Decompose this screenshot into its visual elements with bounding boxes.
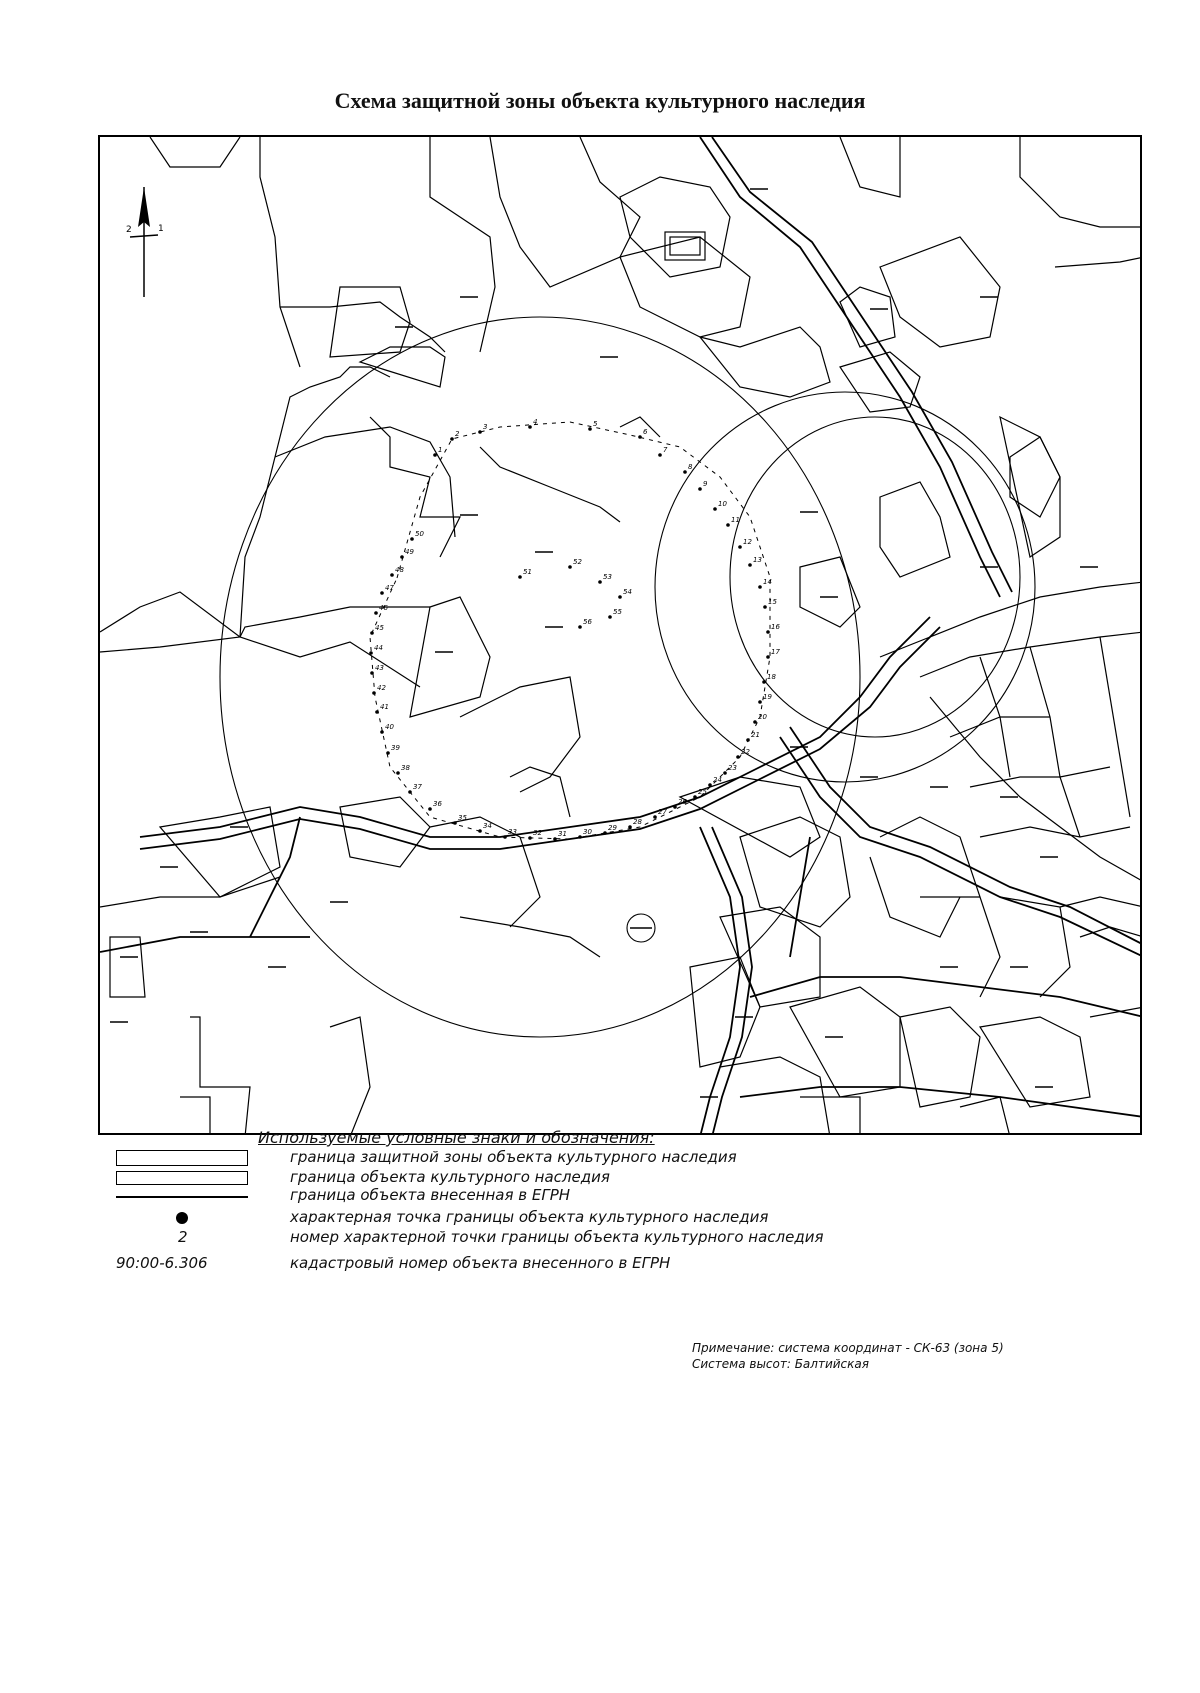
characteristic-point xyxy=(588,427,592,431)
characteristic-point xyxy=(478,430,482,434)
parcel-polygon xyxy=(340,797,430,867)
point-number-label: 40 xyxy=(385,723,394,731)
point-number-label: 49 xyxy=(405,548,414,556)
characteristic-point xyxy=(478,829,482,833)
point-number-label: 4 xyxy=(533,418,538,426)
legend-item-cadastral-number xyxy=(98,1254,1148,1274)
characteristic-point xyxy=(748,563,752,567)
road-line xyxy=(750,977,1142,1017)
characteristic-point xyxy=(396,771,400,775)
parcel-line xyxy=(1000,897,1070,997)
point-number-label: 38 xyxy=(401,764,410,772)
characteristic-point xyxy=(578,835,582,839)
note-line-coordinates: Примечание: система координат - СК-63 (зона 5) xyxy=(692,1341,1004,1355)
legend-text: кадастровый номер объекта внесенного в ЕГРН xyxy=(290,1254,671,1272)
point-number-label: 53 xyxy=(603,573,612,581)
point-number-label: 7 xyxy=(663,446,668,454)
characteristic-point xyxy=(400,555,404,559)
characteristic-point xyxy=(370,631,374,635)
characteristic-point xyxy=(766,630,770,634)
note-line-heights: Система высот: Балтийская xyxy=(692,1357,869,1371)
characteristic-point xyxy=(658,453,662,457)
characteristic-point xyxy=(372,691,376,695)
parcel-line xyxy=(150,137,240,167)
point-number-label: 1 xyxy=(438,446,443,454)
parcel-line xyxy=(490,137,640,287)
point-number-label: 30 xyxy=(583,828,592,836)
parcel-polygon xyxy=(880,237,1000,347)
point-number-label: 23 xyxy=(728,764,737,772)
point-number-label: 19 xyxy=(763,693,772,701)
legend-text: номер характерной точки границы объекта культурного наследия xyxy=(290,1228,824,1246)
point-number-label: 13 xyxy=(753,556,762,564)
legend-item-point-number xyxy=(98,1228,1148,1248)
characteristic-point xyxy=(433,453,437,457)
point-number-label: 32 xyxy=(533,829,542,837)
legend-symbol-number: 2 xyxy=(178,1228,188,1246)
point-number-label: 27 xyxy=(658,808,667,816)
characteristic-point xyxy=(758,700,762,704)
point-number-label: 44 xyxy=(374,644,383,652)
characteristic-point xyxy=(638,435,642,439)
parcel-line xyxy=(190,1017,250,1135)
parcel-line xyxy=(1060,897,1142,907)
parcel-polygon xyxy=(360,347,445,387)
parcel-line xyxy=(880,582,1142,657)
characteristic-point xyxy=(528,425,532,429)
parcel-polygon xyxy=(410,597,490,717)
characteristic-point xyxy=(528,836,532,840)
parcel-line xyxy=(260,137,300,367)
characteristic-point xyxy=(618,595,622,599)
legend-text: граница защитной зоны объекта культурного наследия xyxy=(290,1148,737,1166)
heritage-object-inner xyxy=(670,237,700,255)
characteristic-point xyxy=(763,605,767,609)
point-number-label: 8 xyxy=(688,463,693,471)
cadastral-map[interactable] xyxy=(100,137,1142,1135)
parcel-line xyxy=(720,1057,830,1135)
characteristic-point xyxy=(608,615,612,619)
parcel-line xyxy=(840,137,900,197)
legend-symbol-cadastral: 90:00-6.306 xyxy=(116,1254,208,1272)
characteristic-point xyxy=(708,783,712,787)
characteristic-point xyxy=(603,831,607,835)
point-number-label: 42 xyxy=(377,684,386,692)
legend-symbol-double-box xyxy=(116,1150,248,1166)
point-number-label: 14 xyxy=(763,578,772,586)
point-number-label: 17 xyxy=(771,648,780,656)
point-number-label: 15 xyxy=(768,598,777,606)
legend-item-characteristic-point xyxy=(98,1208,1148,1228)
road-line xyxy=(790,727,1142,945)
characteristic-point xyxy=(553,837,557,841)
point-number-label: 39 xyxy=(391,744,400,752)
parcel-polygon xyxy=(620,177,730,277)
characteristic-point xyxy=(428,807,432,811)
parcel-line xyxy=(880,817,980,897)
point-number-label: 20 xyxy=(758,713,767,721)
characteristic-point xyxy=(578,625,582,629)
point-number-label: 47 xyxy=(385,584,394,592)
parcel-line xyxy=(920,897,1000,997)
protective-zone-circle-main xyxy=(220,317,860,1037)
characteristic-point xyxy=(723,771,727,775)
north-arrow xyxy=(126,187,164,297)
protective-zone-circle-right-inner xyxy=(730,417,1020,737)
characteristic-point xyxy=(453,821,457,825)
characteristic-point xyxy=(683,470,687,474)
parcel-line xyxy=(970,767,1110,787)
north-arrow-head xyxy=(138,187,150,227)
point-number-label: 18 xyxy=(767,673,776,681)
point-number-label: 28 xyxy=(633,818,642,826)
characteristic-point xyxy=(673,805,677,809)
point-number-label: 46 xyxy=(379,604,388,612)
point-number-label: 52 xyxy=(573,558,582,566)
legend-item-heritage-boundary xyxy=(98,1168,1148,1188)
point-number-label: 24 xyxy=(713,776,722,784)
parcel-line xyxy=(1020,137,1142,227)
characteristic-point xyxy=(736,755,740,759)
point-number-label: 48 xyxy=(395,566,404,574)
road-line xyxy=(740,1087,1142,1117)
page-title: Схема защитной зоны объекта культурного наследия xyxy=(334,88,866,113)
parcel-polygon xyxy=(980,1017,1090,1107)
parcel-polygon xyxy=(880,482,950,577)
characteristic-point xyxy=(370,671,374,675)
north-arrow-crossbar xyxy=(130,235,158,237)
parcel-polygon xyxy=(700,327,830,397)
legend-symbol-line xyxy=(116,1196,248,1198)
heritage-boundary xyxy=(370,422,770,839)
characteristic-point xyxy=(753,720,757,724)
characteristic-point xyxy=(766,655,770,659)
parcel-line xyxy=(1030,647,1080,837)
point-number-label: 6 xyxy=(643,428,648,436)
characteristic-point xyxy=(693,795,697,799)
point-number-label: 12 xyxy=(743,538,752,546)
road-line xyxy=(700,827,740,1135)
characteristic-point xyxy=(762,680,766,684)
point-number-label: 50 xyxy=(415,530,424,538)
road-line xyxy=(712,137,1012,592)
legend-text: характерная точка границы объекта культурного наследия xyxy=(290,1208,769,1226)
point-number-label: 56 xyxy=(583,618,592,626)
point-number-label: 5 xyxy=(593,420,598,428)
characteristic-point xyxy=(410,537,414,541)
characteristic-point xyxy=(698,487,702,491)
legend xyxy=(98,1128,1148,1298)
road-line xyxy=(140,617,930,837)
point-number-label: 29 xyxy=(608,824,617,832)
point-number-label: 22 xyxy=(741,748,750,756)
heritage-object-box xyxy=(665,232,705,260)
parcel-line xyxy=(920,632,1142,677)
characteristic-point xyxy=(746,738,750,742)
legend-symbol-dot xyxy=(176,1212,188,1224)
legend-item-protective-zone xyxy=(98,1148,1148,1168)
parcel-polygon xyxy=(620,237,750,337)
parcel-line xyxy=(1000,417,1060,557)
characteristic-point xyxy=(380,591,384,595)
point-number-label: 25 xyxy=(698,788,707,796)
legend-heading: Используемые условные знаки и обозначения: xyxy=(258,1128,655,1147)
characteristic-point xyxy=(390,573,394,577)
point-number-label: 45 xyxy=(375,624,384,632)
parcel-line xyxy=(100,877,280,907)
characteristic-point xyxy=(450,437,454,441)
characteristic-point xyxy=(380,730,384,734)
point-number-label: 26 xyxy=(678,798,687,806)
parcel-line xyxy=(280,302,445,352)
point-number-label: 41 xyxy=(380,703,389,711)
characteristic-point xyxy=(518,575,522,579)
point-number-label: 9 xyxy=(703,480,708,488)
characteristic-point xyxy=(568,565,572,569)
point-number-label: 11 xyxy=(731,516,740,524)
characteristic-point xyxy=(369,651,373,655)
road-line xyxy=(712,827,752,1135)
characteristic-point xyxy=(386,751,390,755)
parcel-line xyxy=(275,367,390,457)
parcel-polygon xyxy=(900,1007,980,1107)
map-frame[interactable] xyxy=(98,135,1142,1135)
protective-zones xyxy=(220,317,1035,1037)
parcel-line xyxy=(930,697,1142,882)
north-arrow-label-right: 1 xyxy=(158,224,164,234)
point-number-label: 51 xyxy=(523,568,532,576)
point-number-label: 43 xyxy=(375,664,384,672)
parcel-boundaries xyxy=(100,137,1142,1135)
point-number-label: 33 xyxy=(508,828,517,836)
point-number-label: 34 xyxy=(483,822,492,830)
parcel-line xyxy=(510,767,570,817)
point-number-label: 37 xyxy=(413,783,422,791)
characteristic-points xyxy=(369,418,780,841)
parcel-line xyxy=(1055,257,1142,267)
legend-symbol-box xyxy=(116,1171,248,1185)
characteristic-point xyxy=(653,815,657,819)
characteristic-point xyxy=(408,790,412,794)
protective-zone-circle-right xyxy=(655,392,1035,782)
parcel-line xyxy=(460,917,600,957)
characteristic-point xyxy=(375,710,379,714)
legend-text: граница объекта внесенная в ЕГРН xyxy=(290,1186,571,1204)
point-number-label: 3 xyxy=(483,423,488,431)
point-number-label: 36 xyxy=(433,800,442,808)
parcel-line xyxy=(480,447,620,522)
coordinate-note xyxy=(692,1340,1004,1372)
parcel-line xyxy=(1100,637,1130,817)
characteristic-point xyxy=(758,585,762,589)
point-number-label: 54 xyxy=(623,588,632,596)
characteristic-point xyxy=(738,545,742,549)
point-number-label: 16 xyxy=(771,623,780,631)
characteristic-point xyxy=(726,523,730,527)
road-line xyxy=(700,137,1000,597)
point-number-label: 31 xyxy=(558,830,567,838)
road-line xyxy=(100,937,310,952)
point-number-label: 55 xyxy=(613,608,622,616)
characteristic-point xyxy=(628,825,632,829)
point-number-label: 10 xyxy=(718,500,727,508)
north-arrow-label-left: 2 xyxy=(126,225,132,235)
characteristic-point xyxy=(503,835,507,839)
road-line xyxy=(780,737,1142,957)
characteristic-point xyxy=(598,580,602,584)
legend-item-egrn-boundary xyxy=(98,1186,1148,1206)
point-number-label: 35 xyxy=(458,814,467,822)
parcel-line xyxy=(430,137,495,352)
parcel-line xyxy=(980,827,1130,837)
point-number-label: 21 xyxy=(751,731,760,739)
characteristic-point xyxy=(713,507,717,511)
parcel-polygon xyxy=(790,987,900,1097)
legend-text: граница объекта культурного наследия xyxy=(290,1168,610,1186)
parcel-line xyxy=(330,1017,370,1135)
characteristic-point xyxy=(374,611,378,615)
parcel-line xyxy=(460,677,580,792)
point-number-label: 2 xyxy=(455,430,460,438)
